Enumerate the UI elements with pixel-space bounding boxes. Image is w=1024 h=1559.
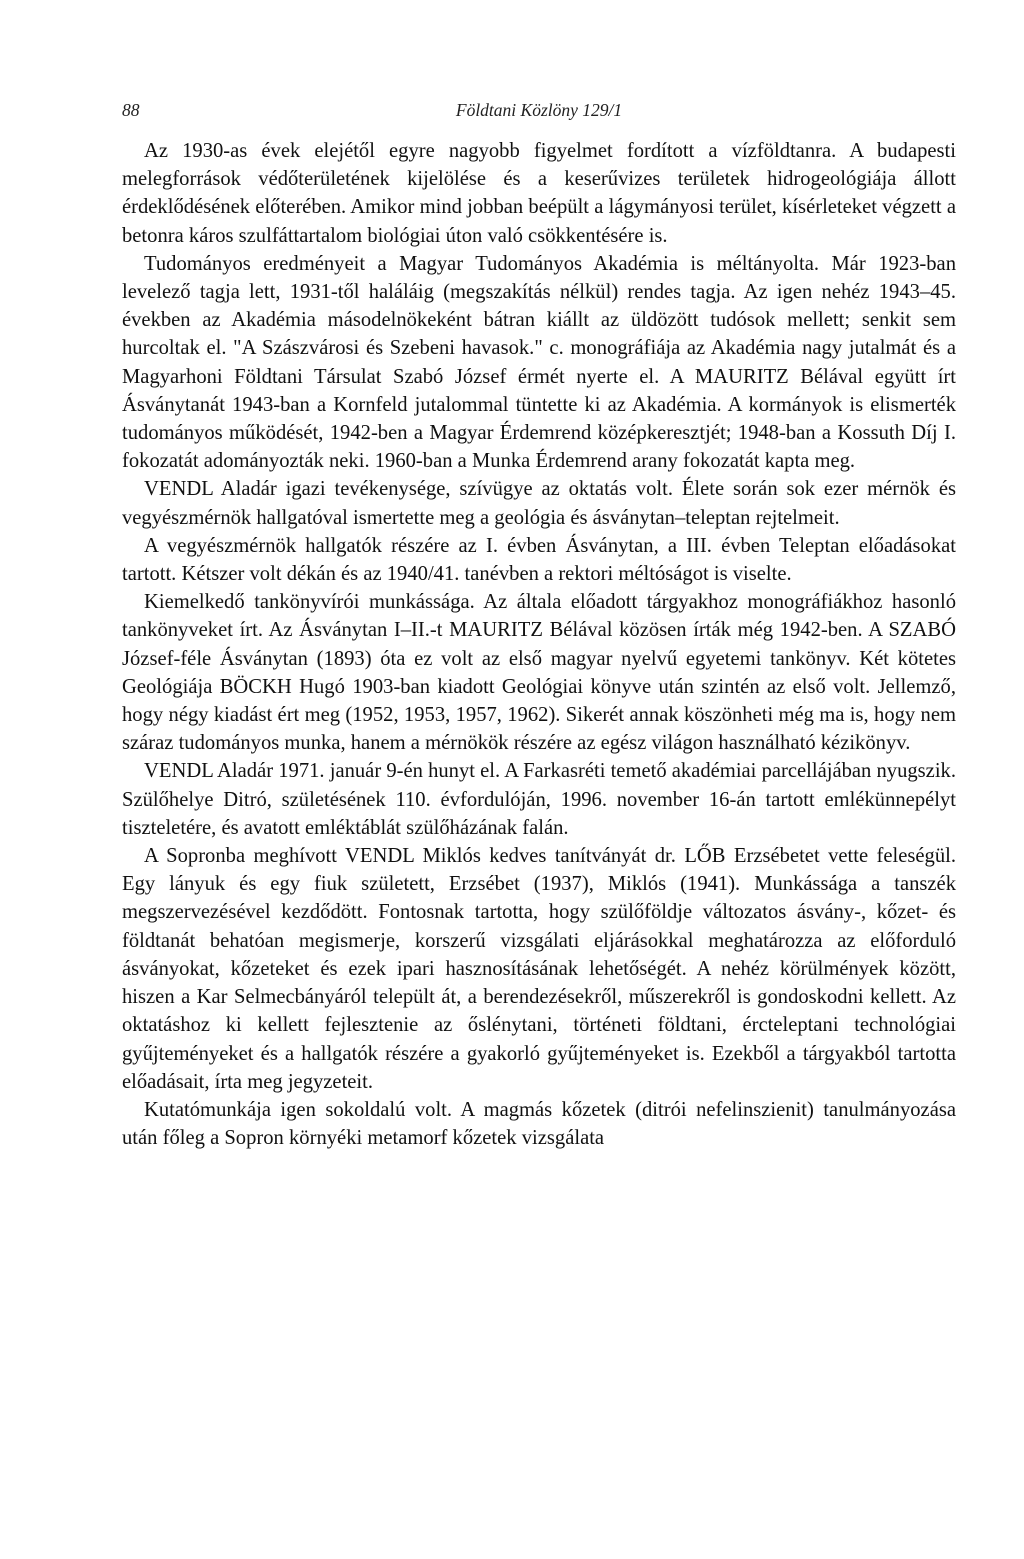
paragraph-4: A vegyészmérnök hallgatók részére az I. évben Ásványtan, a III. évben Teleptan előadásokat tartott. Kétszer volt dékán és az 1940/41. tanévben a rektori méltóságot is viselte. [122, 534, 956, 586]
paragraph-8: Kutatómunkája igen sokoldalú volt. A magmás kőzetek (ditrói nefelinszienit) tanulmányozása után főleg a Sopron környéki metamorf kőzetek vizsgálata [122, 1098, 956, 1150]
paragraph-2: Tudományos eredményeit a Magyar Tudományos Akadémia is méltányolta. Már 1923-ban levelező tagja lett, 1931-től haláláig (megszakítás nélkül) rendes tagja. Az igen nehéz 1943–45. években az Akadémia másodelnökeként bátran kiállt az üldözött tudósok mellett; senkit sem hurcoltak el. "A Szászvárosi és Szebeni havasok." c. monográfiája az Akadémia nagy jutalmát és a Magyarhoni Földtani Társulat Szabó József érmét nyerte el. A MAURITZ Bélával együtt írt Ásványtanát 1943-ban a Kornfeld jutalommal tüntette ki az Akadémia. A kormányok is elismerték tudományos működését, 1942-ben a Magyar Érdemrend középkeresztjét; 1948-ban a Kossuth Díj I. fokozatát adományozták neki. 1960-ban a Munka Érdemrend arany fokozatát kapta meg. [122, 252, 956, 473]
running-header [122, 100, 956, 132]
document-page [122, 100, 956, 1152]
page-number: 88 [122, 100, 140, 120]
article-body [122, 137, 956, 1152]
paragraph-5: Kiemelkedő tankönyvírói munkássága. Az általa előadott tárgyakhoz monográfiákhoz hasonló tankönyveket írt. Az Ásványtan I–II.-t MAURITZ Bélával közösen írták még 1942-ben. A SZABÓ József-féle Ásványtan (1893) óta ez volt az első magyar nyelvű egyetemi tankönyv. Két kötetes Geológiája BÖCKH Hugó 1903-ban kiadott Geológiai könyve után szintén az első volt. Jellemző, hogy négy kiadást ért meg (1952, 1953, 1957, 1962). Sikerét annak köszönheti még ma is, hogy nem száraz tudományos munka, hanem a mérnökök részére az egész világon használható kézikönyv. [122, 591, 956, 755]
paragraph-6: VENDL Aladár 1971. január 9-én hunyt el. A Farkasréti temető akadémiai parcellájában nyugszik. Szülőhelye Ditró, születésének 110. évfordulóján, 1996. november 16-án tartott emlékünnepélyt tiszteletére, és avatott emléktáblát szülőházának falán. [122, 760, 956, 839]
paragraph-7: A Sopronba meghívott VENDL Miklós kedves tanítványát dr. LŐB Erzsébetet vette feleségül. Egy lányuk és egy fiuk született, Erzsébet (1937), Miklós (1941). Munkássága a tanszék megszervezésével kezdődött. Fontosnak tartotta, hogy szülőföldje változatos ásvány-, kőzet- és földtanát behatóan megismerje, korszerű vizsgálati eljárásokkal meghatározza az előforduló ásványokat, kőzeteket és ezek ipari hasznosításának lehetőségét. A nehéz körülmények között, hiszen a Kar Selmecbányáról települt át, a berendezésekről, műszerekről is gondoskodni kellett. Az oktatáshoz ki kellett fejlesztenie az őslénytani, történeti földtani, ércteleptani technológiai gyűjteményeket és a hallgatók részére a gyakorló gyűjteményeket is. Ezekből a tárgyakból tartotta előadásait, írta meg jegyzeteit. [122, 845, 956, 1093]
paragraph-3: VENDL Aladár igazi tevékenysége, szívügye az oktatás volt. Élete során sok ezer mérnök és vegyészmérnök hallgatóval ismertette meg a geológia és ásványtan–teleptan rejtelmeit. [122, 478, 956, 529]
journal-title: Földtani Közlöny 129/1 [455, 100, 623, 120]
paragraph-1: Az 1930-as évek elejétől egyre nagyobb figyelmet fordított a vízföldtanra. A budapesti melegforrások védőterületének kijelölése és a keserűvizes területek hidrogeológiája állott érdeklődésének előterében. Amikor mind jobban beépült a lágymányosi terület, kísérleteket végzett a betonra káros szulfáttartalom biológiai úton való csökkentésére is. [122, 140, 956, 247]
